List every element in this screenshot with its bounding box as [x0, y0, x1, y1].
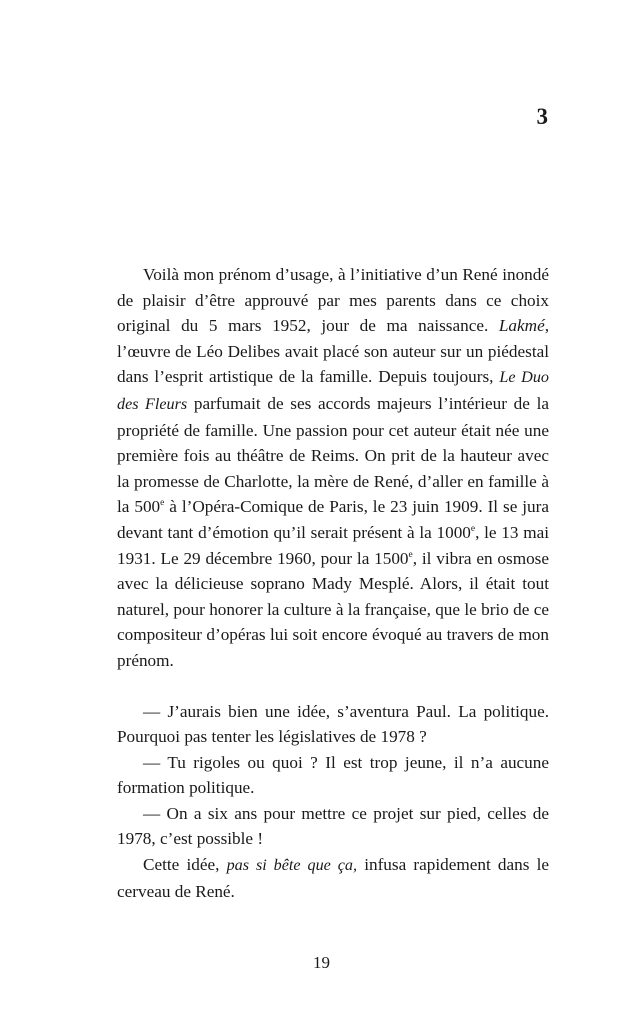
body-text: [117, 262, 549, 904]
paragraph-conclusion: [117, 852, 549, 904]
dialogue-reply: — Tu rigoles ou quoi ? Il est trop jeune, il n’a aucune formation politique.: [117, 752, 549, 798]
work-title-duo-des-fleurs: Le Duo des Fleurs: [117, 369, 549, 413]
ordinal-suffix: e: [470, 523, 476, 534]
conclusion-italic: pas si bête que ça,: [226, 857, 358, 875]
opera-title-lakme: Lakmé: [498, 316, 545, 336]
chapter-number: 3: [536, 104, 548, 129]
paragraph-1-text-e: , le 13 mai 1931. Le 29 décembre 1960, pour la 1500: [117, 522, 549, 568]
conclusion-text-b: infusa rapidement dans le cerveau de René.: [117, 855, 549, 901]
paragraph-1: [117, 262, 549, 674]
ordinal-suffix: e: [408, 549, 413, 560]
paragraph-1-text-d: à l’Opéra-Comique de Paris, le 23 juin 1909. Il se jura devant tant d’émotion qu’il serait présent à la 1000: [117, 497, 550, 542]
paragraph-1-text-c: parfumait de ses accords majeurs l’intérieur de la propriété de famille. Une passion pour cet auteur était née une première fois au théâtre de Reims. On prit de la hauteur avec la promesse de Charlotte, la mère de René, d’aller en famille à la 500: [117, 393, 549, 517]
ordinal-suffix: e: [160, 498, 165, 509]
paragraph-1-text-a: Voilà mon prénom d’usage, à l’initiative d’un René inondé de plaisir d’être approuvé par mes parents dans ce choix original du 5 mars 1952, jour de ma naissance.: [117, 265, 549, 336]
page-number: 19: [313, 953, 330, 972]
dialogue-plan: — On a six ans pour mettre ce projet sur pied, celles de 1978, c’est possible !: [117, 803, 549, 849]
dialogue-paul: — J’aurais bien une idée, s’aventura Paul. La politique. Pourquoi pas tenter les législatives de 1978 ?: [117, 701, 549, 747]
conclusion-text-a: Cette idée,: [143, 855, 227, 875]
paragraph-1-text-b: , l’œuvre de Léo Delibes avait placé son auteur sur un piédestal dans l’esprit artistique de la famille. Depuis toujours,: [117, 316, 549, 387]
paragraph-1-text-f: , il vibra en osmose avec la délicieuse soprano Mady Mesplé. Alors, il était tout naturel, pour honorer la culture à la française, que le brio de ce compositeur d’opéras lui soit encore évoqué au travers de mon prénom.: [117, 548, 549, 670]
